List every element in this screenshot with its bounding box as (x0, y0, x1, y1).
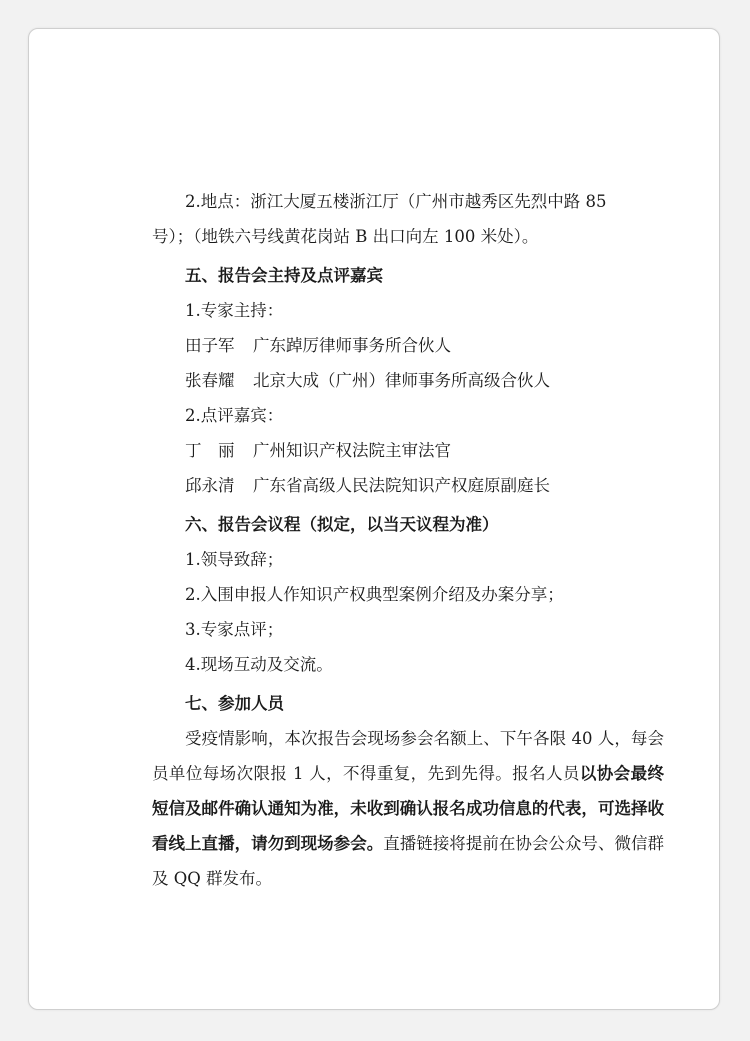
host-label: 1.专家主持： (185, 301, 284, 320)
agenda-item: 4.现场互动及交流。 (185, 655, 333, 674)
host-role: 广东踔厉律师事务所合伙人 (253, 336, 451, 355)
reviewer-role: 广州知识产权法院主审法官 (253, 441, 451, 460)
document-page (28, 28, 720, 1010)
reviewer-name: 丁 丽 (185, 441, 235, 460)
attendance-paragraph (152, 721, 664, 896)
section7-heading: 七、参加人员 (185, 694, 284, 713)
host-entry-1 (152, 328, 664, 363)
host-entry-2 (152, 363, 664, 398)
attendance-notice-bold: 以协会最终短信及邮件确认通知为准，未收到确认报名成功信息的代表，可选择收看线上直播，请勿到现场参会。 (152, 764, 664, 853)
host-name: 张春耀 (185, 371, 235, 390)
section5-heading: 五、报告会主持及点评嘉宾 (185, 266, 383, 285)
reviewer-label: 2.点评嘉宾： (185, 406, 284, 425)
reviewer-name: 邱永清 (185, 476, 235, 495)
reviewer-role: 广东省高级人民法院知识产权庭原副庭长 (253, 476, 550, 495)
agenda-item: 1.领导致辞； (185, 550, 284, 569)
host-role: 北京大成（广州）律师事务所高级合伙人 (253, 371, 550, 390)
agenda-item: 3.专家点评； (185, 620, 284, 639)
reviewer-entry-1 (152, 433, 664, 468)
document-body (152, 184, 664, 896)
location-line-1: 2.地点：浙江大厦五楼浙江厅（广州市越秀区先烈中路 85 (185, 192, 607, 211)
agenda-item: 2.入围申报人作知识产权典型案例介绍及办案分享； (185, 585, 564, 604)
section6-heading: 六、报告会议程（拟定，以当天议程为准） (185, 515, 499, 534)
reviewer-entry-2 (152, 468, 664, 503)
location-line-2: 号）；（地铁六号线黄花岗站 B 出口向左 100 米处）。 (152, 227, 539, 246)
attendance-text-2: 直播链接将提前在协会公众号、微信群及 QQ 群发布。 (152, 834, 665, 888)
attendance-text-1: 受疫情影响，本次报告会现场参会名额上、下午各限 40 人，每会员单位每场次限报 1 人，不得重复，先到先得。报名人员 (152, 729, 664, 783)
host-name: 田子军 (185, 336, 235, 355)
